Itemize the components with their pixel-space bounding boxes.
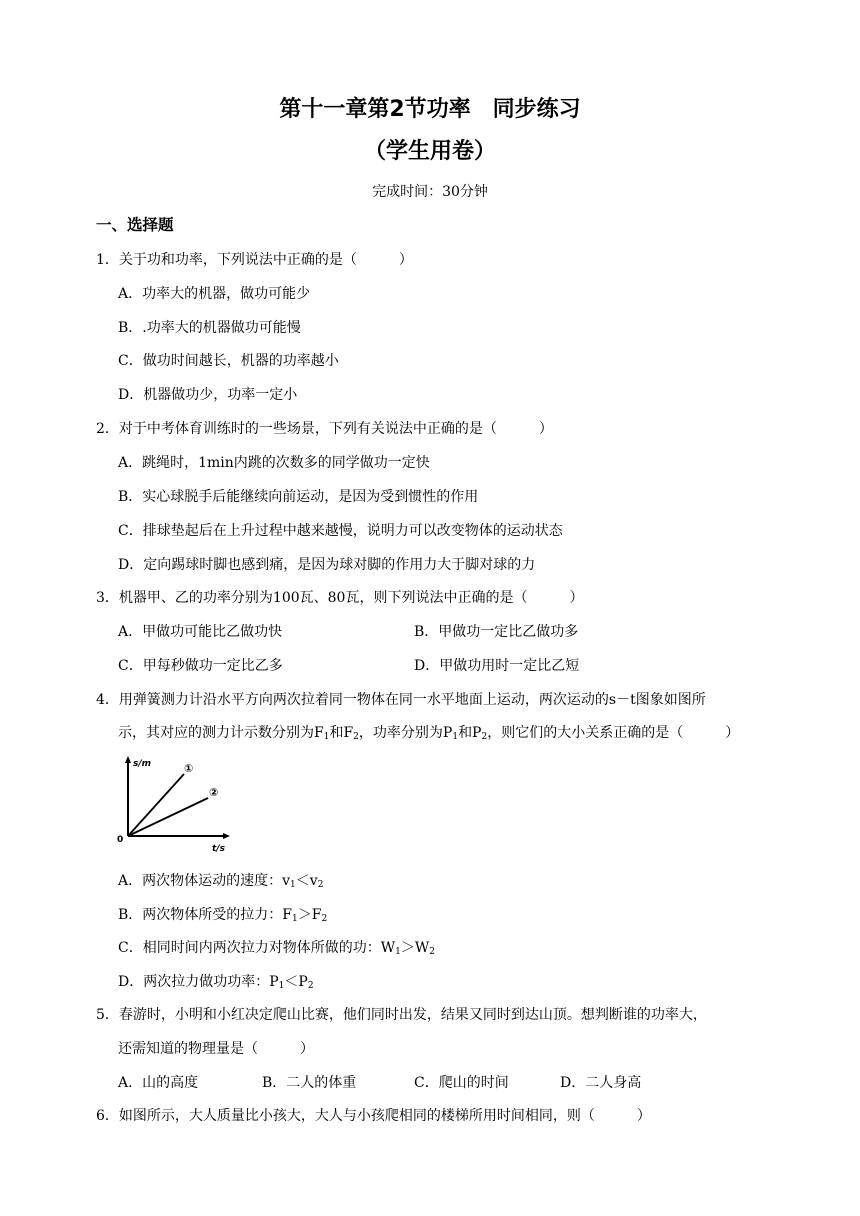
q4-option-c xyxy=(118,937,435,957)
q4-stem-line2 xyxy=(118,722,739,742)
x-axis-arrow xyxy=(223,833,230,839)
subscript: 2 xyxy=(321,914,328,924)
st-graph xyxy=(114,754,232,854)
q3-option-a: A．甲做功可能比乙做功快 xyxy=(118,624,283,640)
q5-stem-line1: 5．春游时，小明和小红决定爬山比赛，他们同时出发，结果又同时到达山顶。想判断谁的功率大， xyxy=(96,1007,707,1023)
q4-option-d xyxy=(118,971,314,991)
q5-option-d: D．二人身高 xyxy=(560,1075,642,1091)
x-axis-label: t/s xyxy=(212,844,225,854)
option-text: ＞F xyxy=(297,907,322,923)
line-2-label: ② xyxy=(209,786,219,799)
q5-option-a: A．山的高度 xyxy=(118,1075,199,1091)
q2-option-b: B．实心球脱手后能继续向前运动，是因为受到惯性的作用 xyxy=(118,489,479,505)
option-text: ＜P xyxy=(284,974,308,990)
q3-stem: 3．机器甲、乙的功率分别为100瓦、80瓦，则下列说法中正确的是（ ） xyxy=(96,590,584,606)
option-text: ＜v xyxy=(295,873,318,889)
line-1-label: ① xyxy=(184,762,194,775)
q1-stem: 1．关于功和功率，下列说法中正确的是（ ） xyxy=(96,252,413,268)
q4-stem-text: 和P xyxy=(458,725,482,741)
page-subtitle: （学生用卷） xyxy=(363,139,496,164)
q2-option-a: A．跳绳时，1min内跳的次数多的同学做功一定快 xyxy=(118,455,430,471)
q1-option-b: B．.功率大的机器做功可能慢 xyxy=(118,320,301,336)
y-axis-label: s/m xyxy=(133,759,152,769)
q4-stem-text: 示，其对应的测力计示数分别为F xyxy=(118,725,324,741)
subscript: 1 xyxy=(292,914,298,924)
q5-stem-line2: 还需知道的物理量是（ ） xyxy=(118,1041,314,1057)
completion-time: 完成时间：30分钟 xyxy=(372,184,488,200)
subscript: 2 xyxy=(481,732,488,742)
q3-option-d: D．甲做功用时一定比乙短 xyxy=(414,658,580,674)
q2-stem: 2．对于中考体育训练时的一些场景，下列有关说法中正确的是（ ） xyxy=(96,421,553,437)
subscript: 1 xyxy=(323,732,330,742)
q6-stem: 6．如图所示，大人质量比小孩大，大人与小孩爬相同的楼梯所用时间相同，则（ ） xyxy=(96,1108,651,1124)
q1-option-c: C．做功时间越长，机器的功率越小 xyxy=(118,353,339,369)
q4-stem-text: ，则它们的大小关系正确的是（ ） xyxy=(487,725,740,741)
q3-option-b: B．甲做功一定比乙做功多 xyxy=(414,624,579,640)
option-text: A．两次物体运动的速度：v xyxy=(118,873,291,889)
q4-stem-line1: 4．用弹簧测力计沿水平方向两次拉着同一物体在同一水平地面上运动，两次运动的s－t图象如图所 xyxy=(96,692,706,708)
subscript: 1 xyxy=(452,732,459,742)
q2-option-d: D．定向踢球时脚也感到痛，是因为球对脚的作用力大于脚对球的力 xyxy=(118,557,536,573)
q3-option-c: C．甲每秒做功一定比乙多 xyxy=(118,658,283,674)
subscript: 2 xyxy=(429,947,435,957)
subscript: 2 xyxy=(317,880,324,890)
origin-label: 0 xyxy=(117,835,124,845)
q2-option-c: C．排球垫起后在上升过程中越来越慢，说明力可以改变物体的运动状态 xyxy=(118,523,563,539)
page-title: 第十一章第2节功率 同步练习 xyxy=(279,97,581,122)
q4-stem-text: ，功率分别为P xyxy=(358,725,453,741)
option-text: ＞W xyxy=(400,940,430,956)
q1-option-d: D．机器做功少，功率一定小 xyxy=(118,387,298,403)
q5-option-c: C．爬山的时间 xyxy=(414,1075,509,1091)
line-1 xyxy=(128,774,184,836)
option-text: D．两次拉力做功功率：P xyxy=(118,974,279,990)
q4-option-a xyxy=(118,870,323,890)
q4-stem-text: 和F xyxy=(329,725,354,741)
q1-option-a: A．功率大的机器，做功可能少 xyxy=(118,286,311,302)
option-text: C．相同时间内两次拉力对物体所做的功：W xyxy=(118,940,396,956)
q5-option-b: B．二人的体重 xyxy=(262,1075,357,1091)
subscript: 1 xyxy=(278,981,285,991)
q4-option-b xyxy=(118,904,327,924)
subscript: 1 xyxy=(395,947,401,957)
y-axis-arrow xyxy=(125,756,131,763)
subscript: 2 xyxy=(353,732,359,742)
line-2 xyxy=(128,798,208,836)
subscript: 2 xyxy=(307,981,314,991)
option-text: B．两次物体所受的拉力：F xyxy=(118,907,293,923)
subscript: 1 xyxy=(290,880,296,890)
section-title-choice: 一、选择题 xyxy=(96,216,174,234)
